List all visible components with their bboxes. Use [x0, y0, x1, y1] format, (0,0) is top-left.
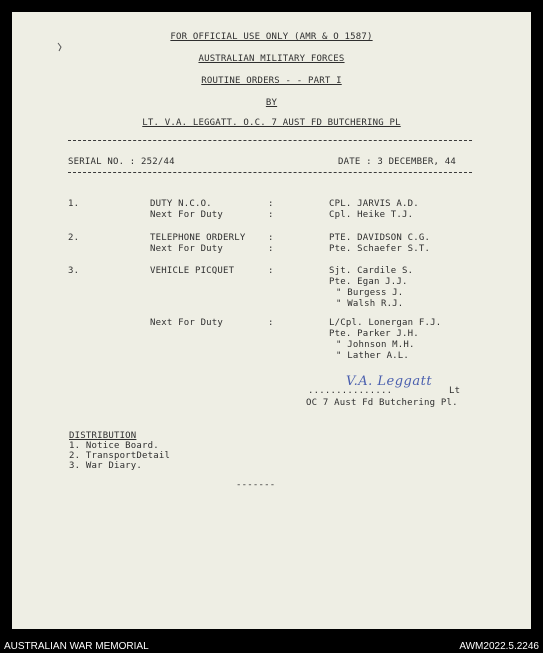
order-date: DATE : 3 DECEMBER, 44 [338, 157, 456, 167]
next-duty-name: Pte. Parker J.H. [329, 329, 419, 339]
picquet-name: " Walsh R.J. [336, 299, 404, 309]
footer-reference: AWM2022.5.2246 [459, 641, 539, 652]
footer-institution: AUSTRALIAN WAR MEMORIAL [4, 641, 149, 652]
header-line-1: FOR OFFICIAL USE ONLY (AMR & O 1587) [170, 32, 373, 42]
order-colon: : [268, 233, 274, 243]
distribution-item: 1. Notice Board. [69, 441, 159, 451]
picquet-name: Pte. Egan J.J. [329, 277, 408, 287]
order-colon: : [268, 266, 274, 276]
next-duty-name: L/Cpl. Lonergan F.J. [329, 318, 442, 328]
document-page [12, 12, 531, 629]
next-duty-colon: : [268, 318, 274, 328]
next-duty-label: Next For Duty [150, 318, 224, 328]
signature-rank: Lt [449, 386, 461, 396]
archive-footer [0, 629, 543, 653]
distribution-item: 2. TransportDetail [69, 451, 171, 461]
paper-mark-icon [56, 42, 64, 52]
order-name: CPL. JARVIS A.D. [329, 199, 419, 209]
picquet-name: " Burgess J. [336, 288, 404, 298]
order-duty: DUTY N.C.O. [150, 199, 212, 209]
order-name: Sjt. Cardile S. [329, 266, 414, 276]
order-name: Pte. Schaefer S.T. [329, 244, 431, 254]
divider-bottom [68, 172, 472, 173]
order-name: PTE. DAVIDSON C.G. [329, 233, 431, 243]
distribution-title: DISTRIBUTION [69, 431, 137, 441]
header-line-4: BY [265, 98, 278, 108]
header-line-3: ROUTINE ORDERS - - PART I [201, 76, 342, 86]
divider-top [68, 140, 472, 141]
signature-dots: ............... [308, 386, 393, 396]
order-duty: Next For Duty [150, 244, 224, 254]
order-duty: Next For Duty [150, 210, 224, 220]
order-number: 2. [68, 233, 80, 243]
header-line-2: AUSTRALIAN MILITARY FORCES [198, 54, 345, 64]
order-duty: VEHICLE PICQUET [150, 266, 235, 276]
order-number: 3. [68, 266, 80, 276]
end-mark: ------- [236, 480, 276, 490]
header-line-5: LT. V.A. LEGGATT. O.C. 7 AUST FD BUTCHERING PL [142, 118, 401, 128]
signature-handwriting: V.A. Leggatt [346, 374, 433, 389]
serial-number: SERIAL NO. : 252/44 [68, 157, 175, 167]
order-number: 1. [68, 199, 80, 209]
order-duty: TELEPHONE ORDERLY [150, 233, 246, 243]
next-duty-name: " Lather A.L. [336, 351, 410, 361]
distribution-item: 3. War Diary. [69, 461, 143, 471]
order-name: Cpl. Heike T.J. [329, 210, 414, 220]
signature-unit: OC 7 Aust Fd Butchering Pl. [306, 398, 458, 408]
next-duty-name: " Johnson M.H. [336, 340, 415, 350]
order-colon: : [268, 210, 274, 220]
order-colon: : [268, 244, 274, 254]
order-colon: : [268, 199, 274, 209]
